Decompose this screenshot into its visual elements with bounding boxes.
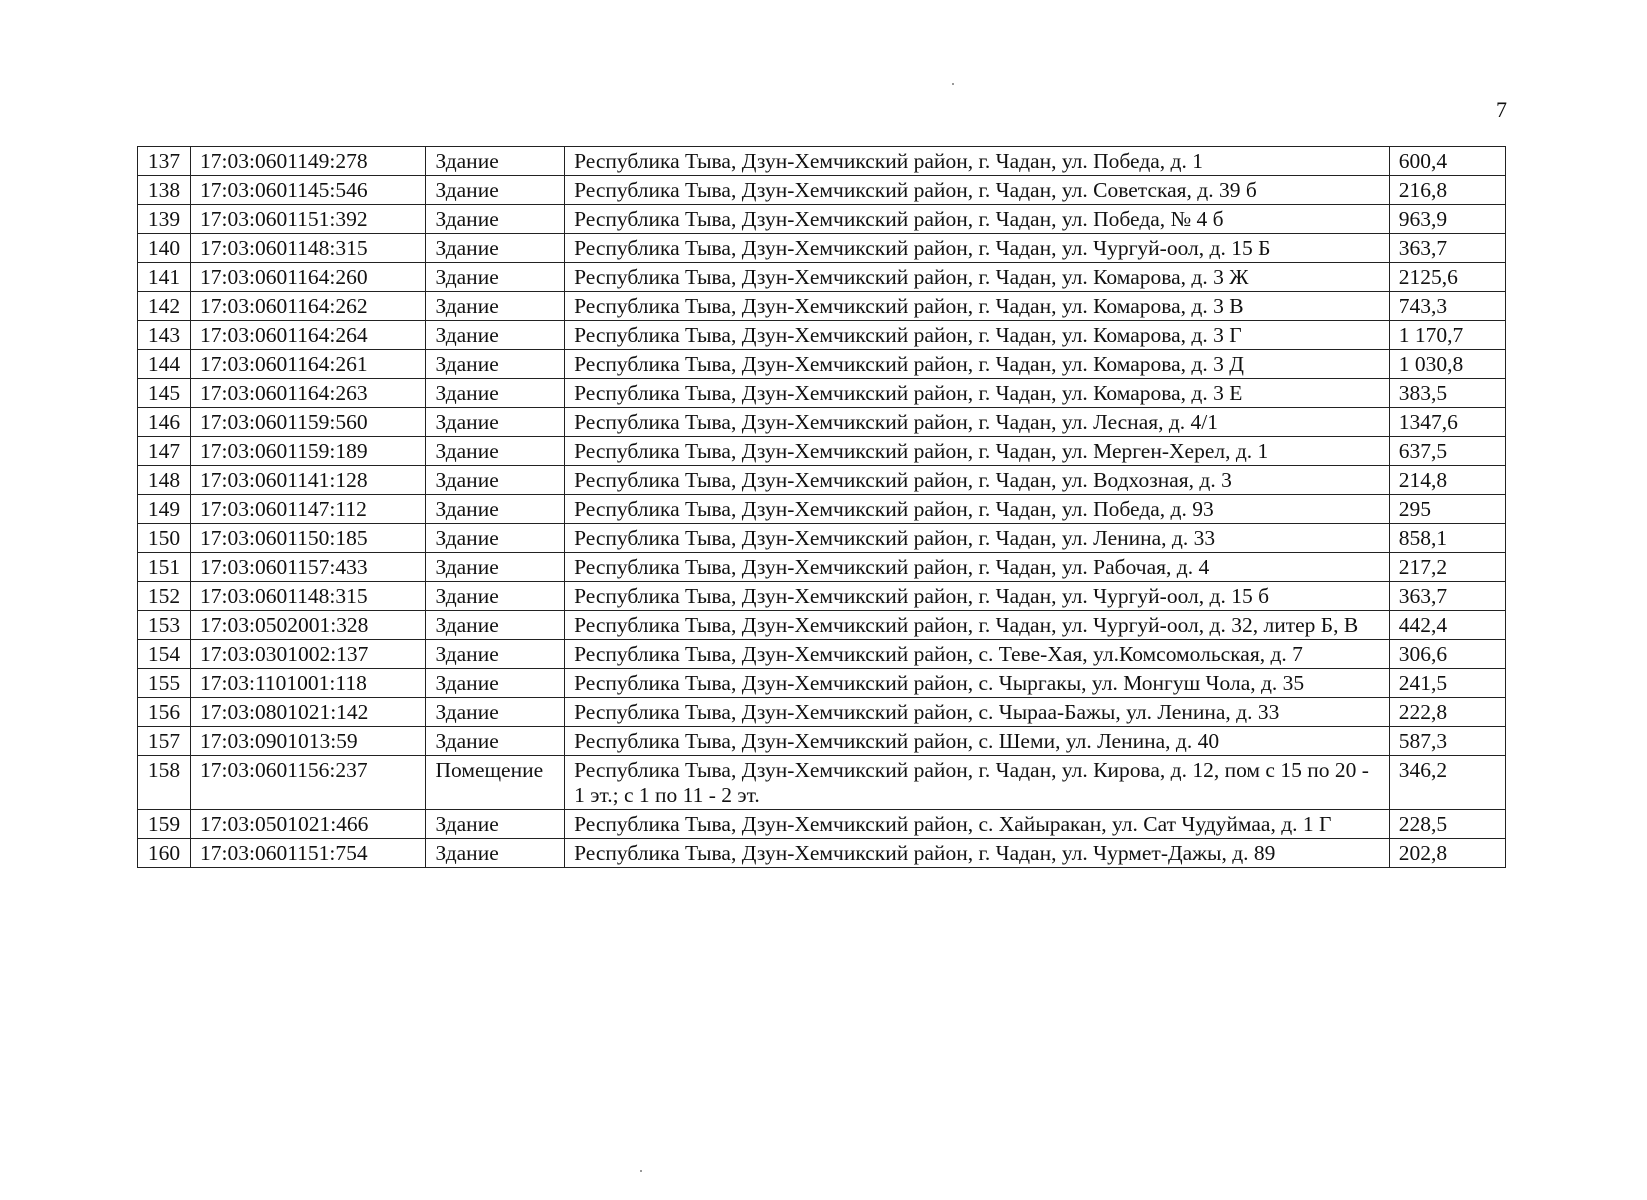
area-cell: 1347,6 (1389, 408, 1505, 437)
cadastral-number-cell: 17:03:0601159:560 (191, 408, 426, 437)
row-number-cell: 155 (138, 669, 191, 698)
cadastral-number-cell: 17:03:0601151:754 (191, 839, 426, 868)
cadastral-number-cell: 17:03:0601149:278 (191, 147, 426, 176)
table-row (138, 698, 1506, 727)
cadastral-number-cell: 17:03:0601150:185 (191, 524, 426, 553)
object-type-cell: Здание (426, 698, 565, 727)
cadastral-number-cell: 17:03:0601164:261 (191, 350, 426, 379)
area-cell: 637,5 (1389, 437, 1505, 466)
object-type-cell: Здание (426, 437, 565, 466)
object-type-cell: Здание (426, 611, 565, 640)
table-row (138, 292, 1506, 321)
object-type-cell: Здание (426, 263, 565, 292)
object-type-cell: Здание (426, 176, 565, 205)
row-number-cell: 144 (138, 350, 191, 379)
address-cell: Республика Тыва, Дзун-Хемчикский район, г. Чадан, ул. Комарова, д. 3 Д (565, 350, 1390, 379)
row-number-cell: 137 (138, 147, 191, 176)
row-number-cell: 160 (138, 839, 191, 868)
row-number-cell: 147 (138, 437, 191, 466)
cadastral-number-cell: 17:03:0301002:137 (191, 640, 426, 669)
address-cell: Республика Тыва, Дзун-Хемчикский район, с. Хайыракан, ул. Сат Чудуймаа, д. 1 Г (565, 810, 1390, 839)
cadastral-number-cell: 17:03:0801021:142 (191, 698, 426, 727)
area-cell: 295 (1389, 495, 1505, 524)
table-row (138, 379, 1506, 408)
address-cell: Республика Тыва, Дзун-Хемчикский район, г. Чадан, ул. Победа, д. 93 (565, 495, 1390, 524)
object-type-cell: Здание (426, 205, 565, 234)
area-cell: 743,3 (1389, 292, 1505, 321)
address-cell: Республика Тыва, Дзун-Хемчикский район, г. Чадан, ул. Водхозная, д. 3 (565, 466, 1390, 495)
object-type-cell: Здание (426, 810, 565, 839)
area-cell: 306,6 (1389, 640, 1505, 669)
object-type-cell: Здание (426, 553, 565, 582)
table-row (138, 582, 1506, 611)
table-row (138, 727, 1506, 756)
cadastral-number-cell: 17:03:0601164:260 (191, 263, 426, 292)
row-number-cell: 138 (138, 176, 191, 205)
area-cell: 383,5 (1389, 379, 1505, 408)
area-cell: 202,8 (1389, 839, 1505, 868)
object-type-cell: Здание (426, 727, 565, 756)
address-cell: Республика Тыва, Дзун-Хемчикский район, с. Шеми, ул. Ленина, д. 40 (565, 727, 1390, 756)
address-cell: Республика Тыва, Дзун-Хемчикский район, г. Чадан, ул. Комарова, д. 3 Ж (565, 263, 1390, 292)
object-type-cell: Здание (426, 839, 565, 868)
table-row (138, 263, 1506, 292)
area-cell: 214,8 (1389, 466, 1505, 495)
object-type-cell: Здание (426, 379, 565, 408)
object-type-cell: Здание (426, 669, 565, 698)
row-number-cell: 152 (138, 582, 191, 611)
row-number-cell: 139 (138, 205, 191, 234)
table-row (138, 495, 1506, 524)
table-row (138, 234, 1506, 263)
cadastral-number-cell: 17:03:0601164:264 (191, 321, 426, 350)
address-cell: Республика Тыва, Дзун-Хемчикский район, г. Чадан, ул. Ленина, д. 33 (565, 524, 1390, 553)
address-cell: Республика Тыва, Дзун-Хемчикский район, г. Чадан, ул. Победа, д. 1 (565, 147, 1390, 176)
object-type-cell: Здание (426, 466, 565, 495)
area-cell: 363,7 (1389, 582, 1505, 611)
table-row (138, 756, 1506, 810)
cadastral-number-cell: 17:03:0501021:466 (191, 810, 426, 839)
object-type-cell: Здание (426, 524, 565, 553)
area-cell: 222,8 (1389, 698, 1505, 727)
area-cell: 217,2 (1389, 553, 1505, 582)
object-type-cell: Здание (426, 582, 565, 611)
cadastral-number-cell: 17:03:0601145:546 (191, 176, 426, 205)
table-row (138, 176, 1506, 205)
row-number-cell: 157 (138, 727, 191, 756)
area-cell: 228,5 (1389, 810, 1505, 839)
cadastral-number-cell: 17:03:0601151:392 (191, 205, 426, 234)
cadastral-number-cell: 17:03:1101001:118 (191, 669, 426, 698)
property-register-table (137, 146, 1506, 868)
table-row (138, 640, 1506, 669)
scan-artifact-dot (952, 83, 954, 85)
cadastral-number-cell: 17:03:0601141:128 (191, 466, 426, 495)
address-cell: Республика Тыва, Дзун-Хемчикский район, г. Чадан, ул. Комарова, д. 3 Е (565, 379, 1390, 408)
address-cell: Республика Тыва, Дзун-Хемчикский район, г. Чадан, ул. Чургуй-оол, д. 32, литер Б, В (565, 611, 1390, 640)
area-cell: 2125,6 (1389, 263, 1505, 292)
area-cell: 241,5 (1389, 669, 1505, 698)
row-number-cell: 140 (138, 234, 191, 263)
row-number-cell: 158 (138, 756, 191, 810)
object-type-cell: Помещение (426, 756, 565, 810)
row-number-cell: 159 (138, 810, 191, 839)
cadastral-number-cell: 17:03:0502001:328 (191, 611, 426, 640)
area-cell: 858,1 (1389, 524, 1505, 553)
cadastral-number-cell: 17:03:0601148:315 (191, 234, 426, 263)
area-cell: 587,3 (1389, 727, 1505, 756)
object-type-cell: Здание (426, 147, 565, 176)
scan-artifact-dot (640, 1170, 642, 1172)
table-body (138, 147, 1506, 868)
table-row (138, 466, 1506, 495)
row-number-cell: 149 (138, 495, 191, 524)
row-number-cell: 146 (138, 408, 191, 437)
cadastral-number-cell: 17:03:0601159:189 (191, 437, 426, 466)
cadastral-number-cell: 17:03:0601156:237 (191, 756, 426, 810)
row-number-cell: 148 (138, 466, 191, 495)
cadastral-number-cell: 17:03:0901013:59 (191, 727, 426, 756)
object-type-cell: Здание (426, 408, 565, 437)
table-row (138, 205, 1506, 234)
address-cell: Республика Тыва, Дзун-Хемчикский район, г. Чадан, ул. Рабочая, д. 4 (565, 553, 1390, 582)
table-row (138, 839, 1506, 868)
object-type-cell: Здание (426, 495, 565, 524)
table-row (138, 147, 1506, 176)
address-cell: Республика Тыва, Дзун-Хемчикский район, г. Чадан, ул. Комарова, д. 3 В (565, 292, 1390, 321)
area-cell: 216,8 (1389, 176, 1505, 205)
address-cell: Республика Тыва, Дзун-Хемчикский район, г. Чадан, ул. Чурмет-Дажы, д. 89 (565, 839, 1390, 868)
area-cell: 1 170,7 (1389, 321, 1505, 350)
table-row (138, 408, 1506, 437)
area-cell: 363,7 (1389, 234, 1505, 263)
address-cell: Республика Тыва, Дзун-Хемчикский район, г. Чадан, ул. Чургуй-оол, д. 15 Б (565, 234, 1390, 263)
page-number: 7 (1496, 97, 1507, 122)
cadastral-number-cell: 17:03:0601147:112 (191, 495, 426, 524)
object-type-cell: Здание (426, 234, 565, 263)
row-number-cell: 153 (138, 611, 191, 640)
area-cell: 442,4 (1389, 611, 1505, 640)
address-cell: Республика Тыва, Дзун-Хемчикский район, г. Чадан, ул. Комарова, д. 3 Г (565, 321, 1390, 350)
object-type-cell: Здание (426, 321, 565, 350)
address-cell: Республика Тыва, Дзун-Хемчикский район, г. Чадан, ул. Кирова, д. 12, пом с 15 по 20 - 1 эт.; с 1 по 11 - 2 эт. (565, 756, 1390, 810)
row-number-cell: 151 (138, 553, 191, 582)
table-row (138, 321, 1506, 350)
area-cell: 346,2 (1389, 756, 1505, 810)
row-number-cell: 141 (138, 263, 191, 292)
row-number-cell: 143 (138, 321, 191, 350)
row-number-cell: 156 (138, 698, 191, 727)
object-type-cell: Здание (426, 292, 565, 321)
table-row (138, 350, 1506, 379)
address-cell: Республика Тыва, Дзун-Хемчикский район, с. Чыраа-Бажы, ул. Ленина, д. 33 (565, 698, 1390, 727)
table-row (138, 437, 1506, 466)
address-cell: Республика Тыва, Дзун-Хемчикский район, г. Чадан, ул. Мерген-Херел, д. 1 (565, 437, 1390, 466)
row-number-cell: 154 (138, 640, 191, 669)
cadastral-number-cell: 17:03:0601164:262 (191, 292, 426, 321)
cadastral-number-cell: 17:03:0601148:315 (191, 582, 426, 611)
object-type-cell: Здание (426, 640, 565, 669)
address-cell: Республика Тыва, Дзун-Хемчикский район, г. Чадан, ул. Лесная, д. 4/1 (565, 408, 1390, 437)
table-row (138, 810, 1506, 839)
table-row (138, 611, 1506, 640)
area-cell: 963,9 (1389, 205, 1505, 234)
row-number-cell: 142 (138, 292, 191, 321)
area-cell: 1 030,8 (1389, 350, 1505, 379)
address-cell: Республика Тыва, Дзун-Хемчикский район, с. Чыргакы, ул. Монгуш Чола, д. 35 (565, 669, 1390, 698)
row-number-cell: 145 (138, 379, 191, 408)
table-row (138, 524, 1506, 553)
object-type-cell: Здание (426, 350, 565, 379)
area-cell: 600,4 (1389, 147, 1505, 176)
address-cell: Республика Тыва, Дзун-Хемчикский район, г. Чадан, ул. Чургуй-оол, д. 15 б (565, 582, 1390, 611)
cadastral-number-cell: 17:03:0601157:433 (191, 553, 426, 582)
address-cell: Республика Тыва, Дзун-Хемчикский район, г. Чадан, ул. Советская, д. 39 б (565, 176, 1390, 205)
address-cell: Республика Тыва, Дзун-Хемчикский район, г. Чадан, ул. Победа, № 4 б (565, 205, 1390, 234)
row-number-cell: 150 (138, 524, 191, 553)
address-cell: Республика Тыва, Дзун-Хемчикский район, с. Теве-Хая, ул.Комсомольская, д. 7 (565, 640, 1390, 669)
table-row (138, 553, 1506, 582)
table-row (138, 669, 1506, 698)
cadastral-number-cell: 17:03:0601164:263 (191, 379, 426, 408)
